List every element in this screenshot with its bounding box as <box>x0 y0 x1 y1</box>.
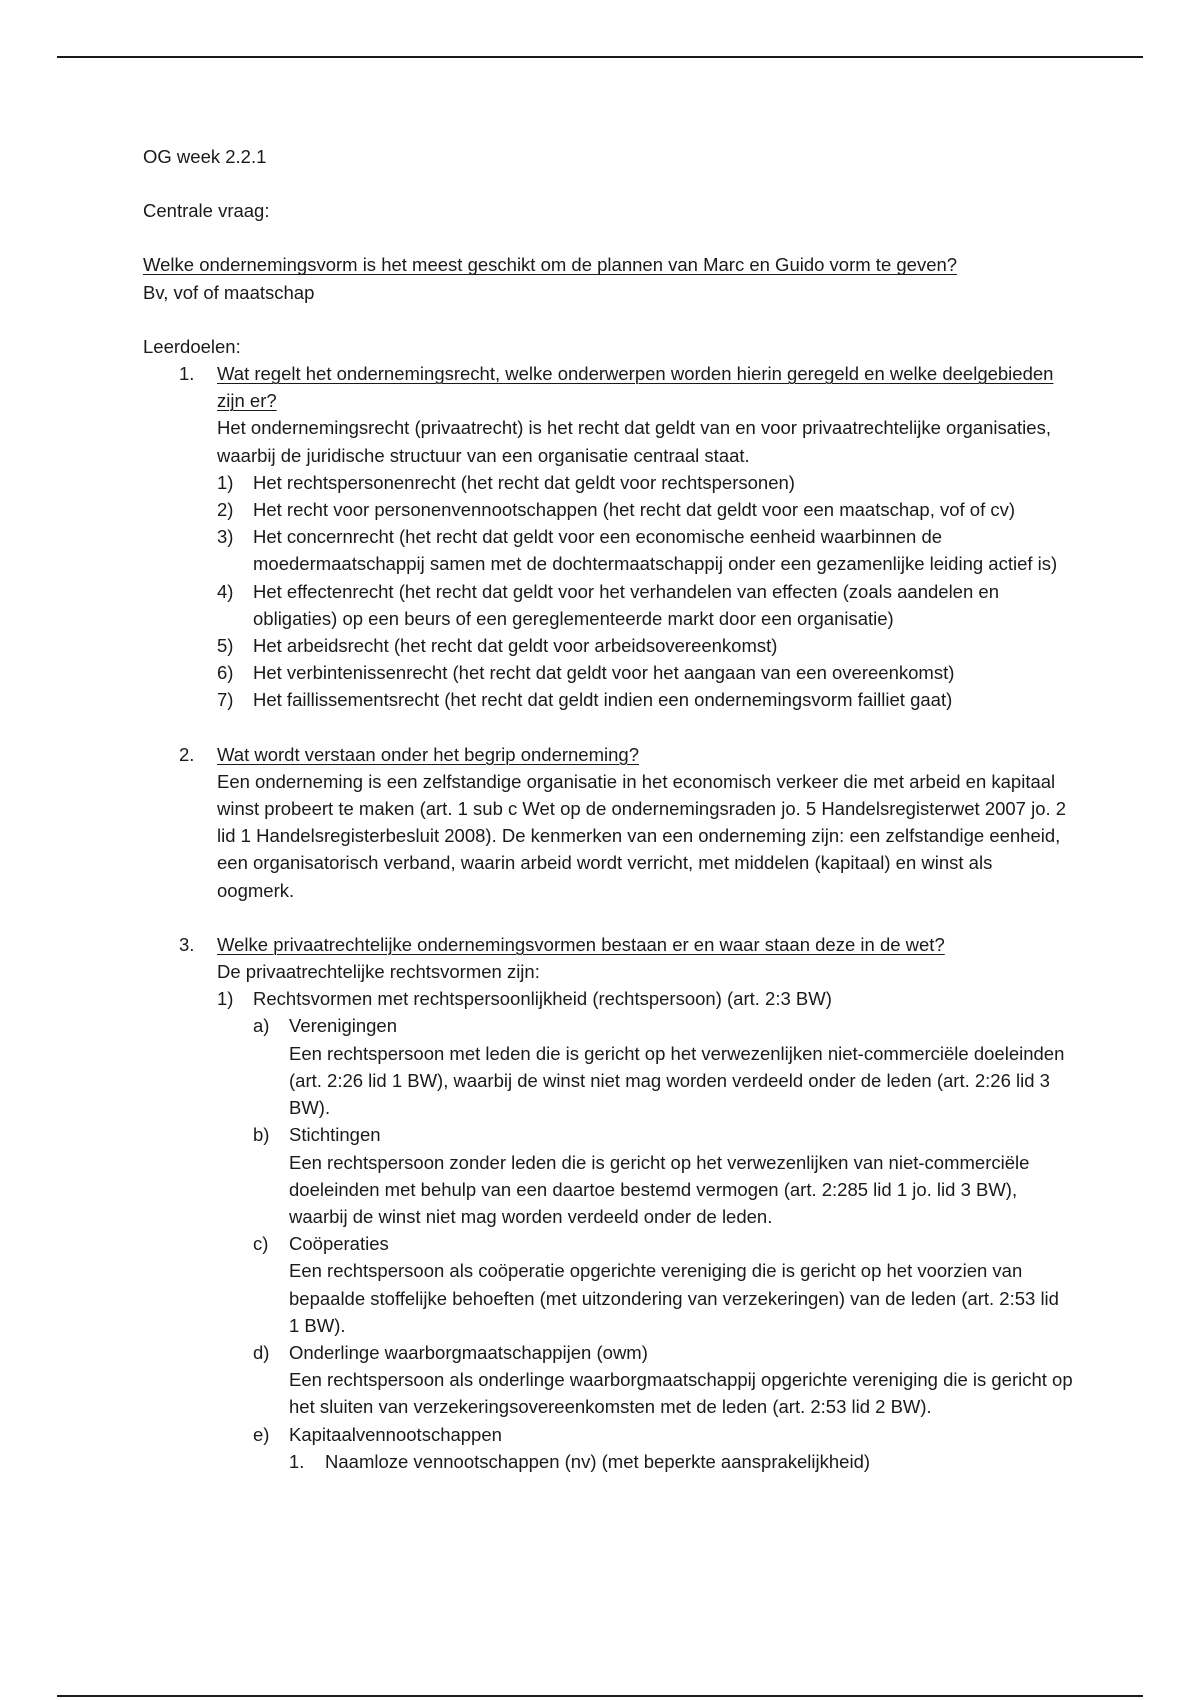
goal-number: 3. <box>179 933 195 955</box>
list-item-text: Rechtsvormen met rechtspersoonlijkheid (rechtspersoon) (art. 2:3 BW) <box>253 988 832 1010</box>
legal-form-letter: a) <box>253 1015 270 1037</box>
list-item <box>143 523 1073 577</box>
legal-form-title: Kapitaalvennootschappen <box>289 1423 502 1445</box>
central-question-label: Centrale vraag: <box>143 200 270 222</box>
goal-3 <box>143 931 1073 985</box>
legal-form-description: Een rechtspersoon zonder leden die is gericht op het verwezenlijken van niet-commerciële doeleinden met behulp van een daartoe bestemd vermogen (art. 2:285 lid 1 jo. lid 3 BW), waarbij de winst niet mag worden verdeeld onder de leden. <box>289 1151 1030 1227</box>
list-item-text: Het recht voor personenvennootschappen (het recht dat geldt voor een maatschap, vof of cv) <box>253 499 1016 521</box>
list-item-text: Het verbintenissenrecht (het recht dat geldt voor het aangaan van een overeenkomst) <box>253 662 955 684</box>
legal-form-title: Stichtingen <box>289 1124 381 1146</box>
list-item <box>143 632 1073 659</box>
legal-form-letter: c) <box>253 1233 269 1255</box>
legal-form-title: Verenigingen <box>289 1015 398 1037</box>
goal-answer: Een onderneming is een zelfstandige organisatie in het economisch verkeer die met arbeid en kapitaal winst probeert te maken (art. 1 sub c Wet op de ondernemingsraden jo. 5 Handelsregisterwet 2007 jo. 2 lid 1 Handelsregisterbesluit 2008). De kenmerken van een onderneming zijn: een zelfstandige eenheid, een organisatorisch verband, waarin arbeid wordt verricht, met middelen (kapitaal) en winst als oogmerk. <box>217 770 1067 901</box>
list-item-number: 7) <box>217 689 234 711</box>
goal-number: 1. <box>179 363 195 385</box>
legal-form-item <box>143 1012 1073 1121</box>
legal-form-title: Onderlinge waarborgmaatschappijen (owm) <box>289 1341 648 1363</box>
list-item-number: 1. <box>289 1450 305 1472</box>
list-item-number: 1) <box>217 471 234 493</box>
list-item <box>143 469 1073 496</box>
legal-form-item <box>143 1121 1073 1230</box>
list-item-number: 6) <box>217 662 234 684</box>
list-item <box>143 578 1073 632</box>
central-answer: Bv, vof of maatschap <box>143 281 315 303</box>
list-item-text: Het effectenrecht (het recht dat geldt voor het verhandelen van effecten (zoals aandelen en obligaties) op een beurs of een gereglementeerde markt door een organisatie) <box>253 580 999 629</box>
document-title: OG week 2.2.1 <box>143 146 267 167</box>
goal-answer: Het ondernemingsrecht (privaatrecht) is het recht dat geldt van en voor privaatrechtelijke organisaties, waarbij de juridische structuur van een organisatie centraal staat. <box>217 417 1051 466</box>
list-item <box>143 659 1073 686</box>
goal-intro: De privaatrechtelijke rechtsvormen zijn: <box>217 961 540 983</box>
list-item-number: 5) <box>217 635 234 657</box>
legal-form-letter: d) <box>253 1341 270 1363</box>
legal-form-description: Een rechtspersoon als coöperatie opgerichte vereniging die is gericht op het voorzien van bepaalde stoffelijke behoeften (met uitzondering van verzekeringen) van de leden (art. 2:53 lid 1 BW). <box>289 1260 1059 1336</box>
list-item <box>143 985 1073 1012</box>
legal-form-letter: b) <box>253 1124 270 1146</box>
list-item-number: 1) <box>217 988 234 1010</box>
legal-form-item <box>143 1339 1073 1421</box>
list-item-text: Het rechtspersonenrecht (het recht dat geldt voor rechtspersonen) <box>253 471 795 493</box>
list-item-number: 3) <box>217 526 234 548</box>
list-item-text: Het faillissementsrecht (het recht dat geldt indien een ondernemingsvorm failliet gaat) <box>253 689 953 711</box>
goal-question: Wat wordt verstaan onder het begrip onderneming? <box>217 743 639 765</box>
learning-goals-label: Leerdoelen: <box>143 335 241 357</box>
list-item-text: Naamloze vennootschappen (nv) (met beperkte aansprakelijkheid) <box>325 1450 871 1472</box>
list-item-text: Het concernrecht (het recht dat geldt voor een economische eenheid waarbinnen de moedermaatschappij samen met de dochtermaatschappij onder een gezamenlijke leiding actief is) <box>253 526 1058 575</box>
list-item-number: 2) <box>217 499 234 521</box>
goal-2 <box>143 741 1073 904</box>
legal-form-title: Coöperaties <box>289 1233 389 1255</box>
document-body <box>143 143 1073 1475</box>
list-item-text: Het arbeidsrecht (het recht dat geldt voor arbeidsovereenkomst) <box>253 635 778 657</box>
header-rule <box>57 56 1143 58</box>
footer-rule <box>57 1695 1143 1697</box>
legal-form-description: Een rechtspersoon met leden die is gericht op het verwezenlijken niet-commerciële doeleinden (art. 2:26 lid 1 BW), waarbij de winst niet mag worden verdeeld onder de leden (art. 2:26 lid 3 BW). <box>289 1042 1065 1119</box>
goal-1 <box>143 360 1073 469</box>
goal-question: Wat regelt het ondernemingsrecht, welke onderwerpen worden hierin geregeld en welke deelgebieden zijn er? <box>217 363 1054 412</box>
legal-form-item <box>143 1230 1073 1339</box>
goal-number: 2. <box>179 743 195 765</box>
legal-form-item <box>143 1421 1073 1448</box>
list-item-number: 4) <box>217 580 234 602</box>
list-item <box>143 496 1073 523</box>
list-item <box>143 686 1073 713</box>
legal-form-letter: e) <box>253 1423 270 1445</box>
legal-form-description: Een rechtspersoon als onderlinge waarborgmaatschappij opgerichte vereniging die is gericht op het sluiten van verzekeringsovereenkomsten met de leden (art. 2:53 lid 2 BW). <box>289 1369 1073 1418</box>
central-question: Welke ondernemingsvorm is het meest geschikt om de plannen van Marc en Guido vorm te geven? <box>143 254 958 276</box>
capital-company-item <box>143 1448 1073 1475</box>
goal-question: Welke privaatrechtelijke ondernemingsvormen bestaan er en waar staan deze in de wet? <box>217 933 945 955</box>
